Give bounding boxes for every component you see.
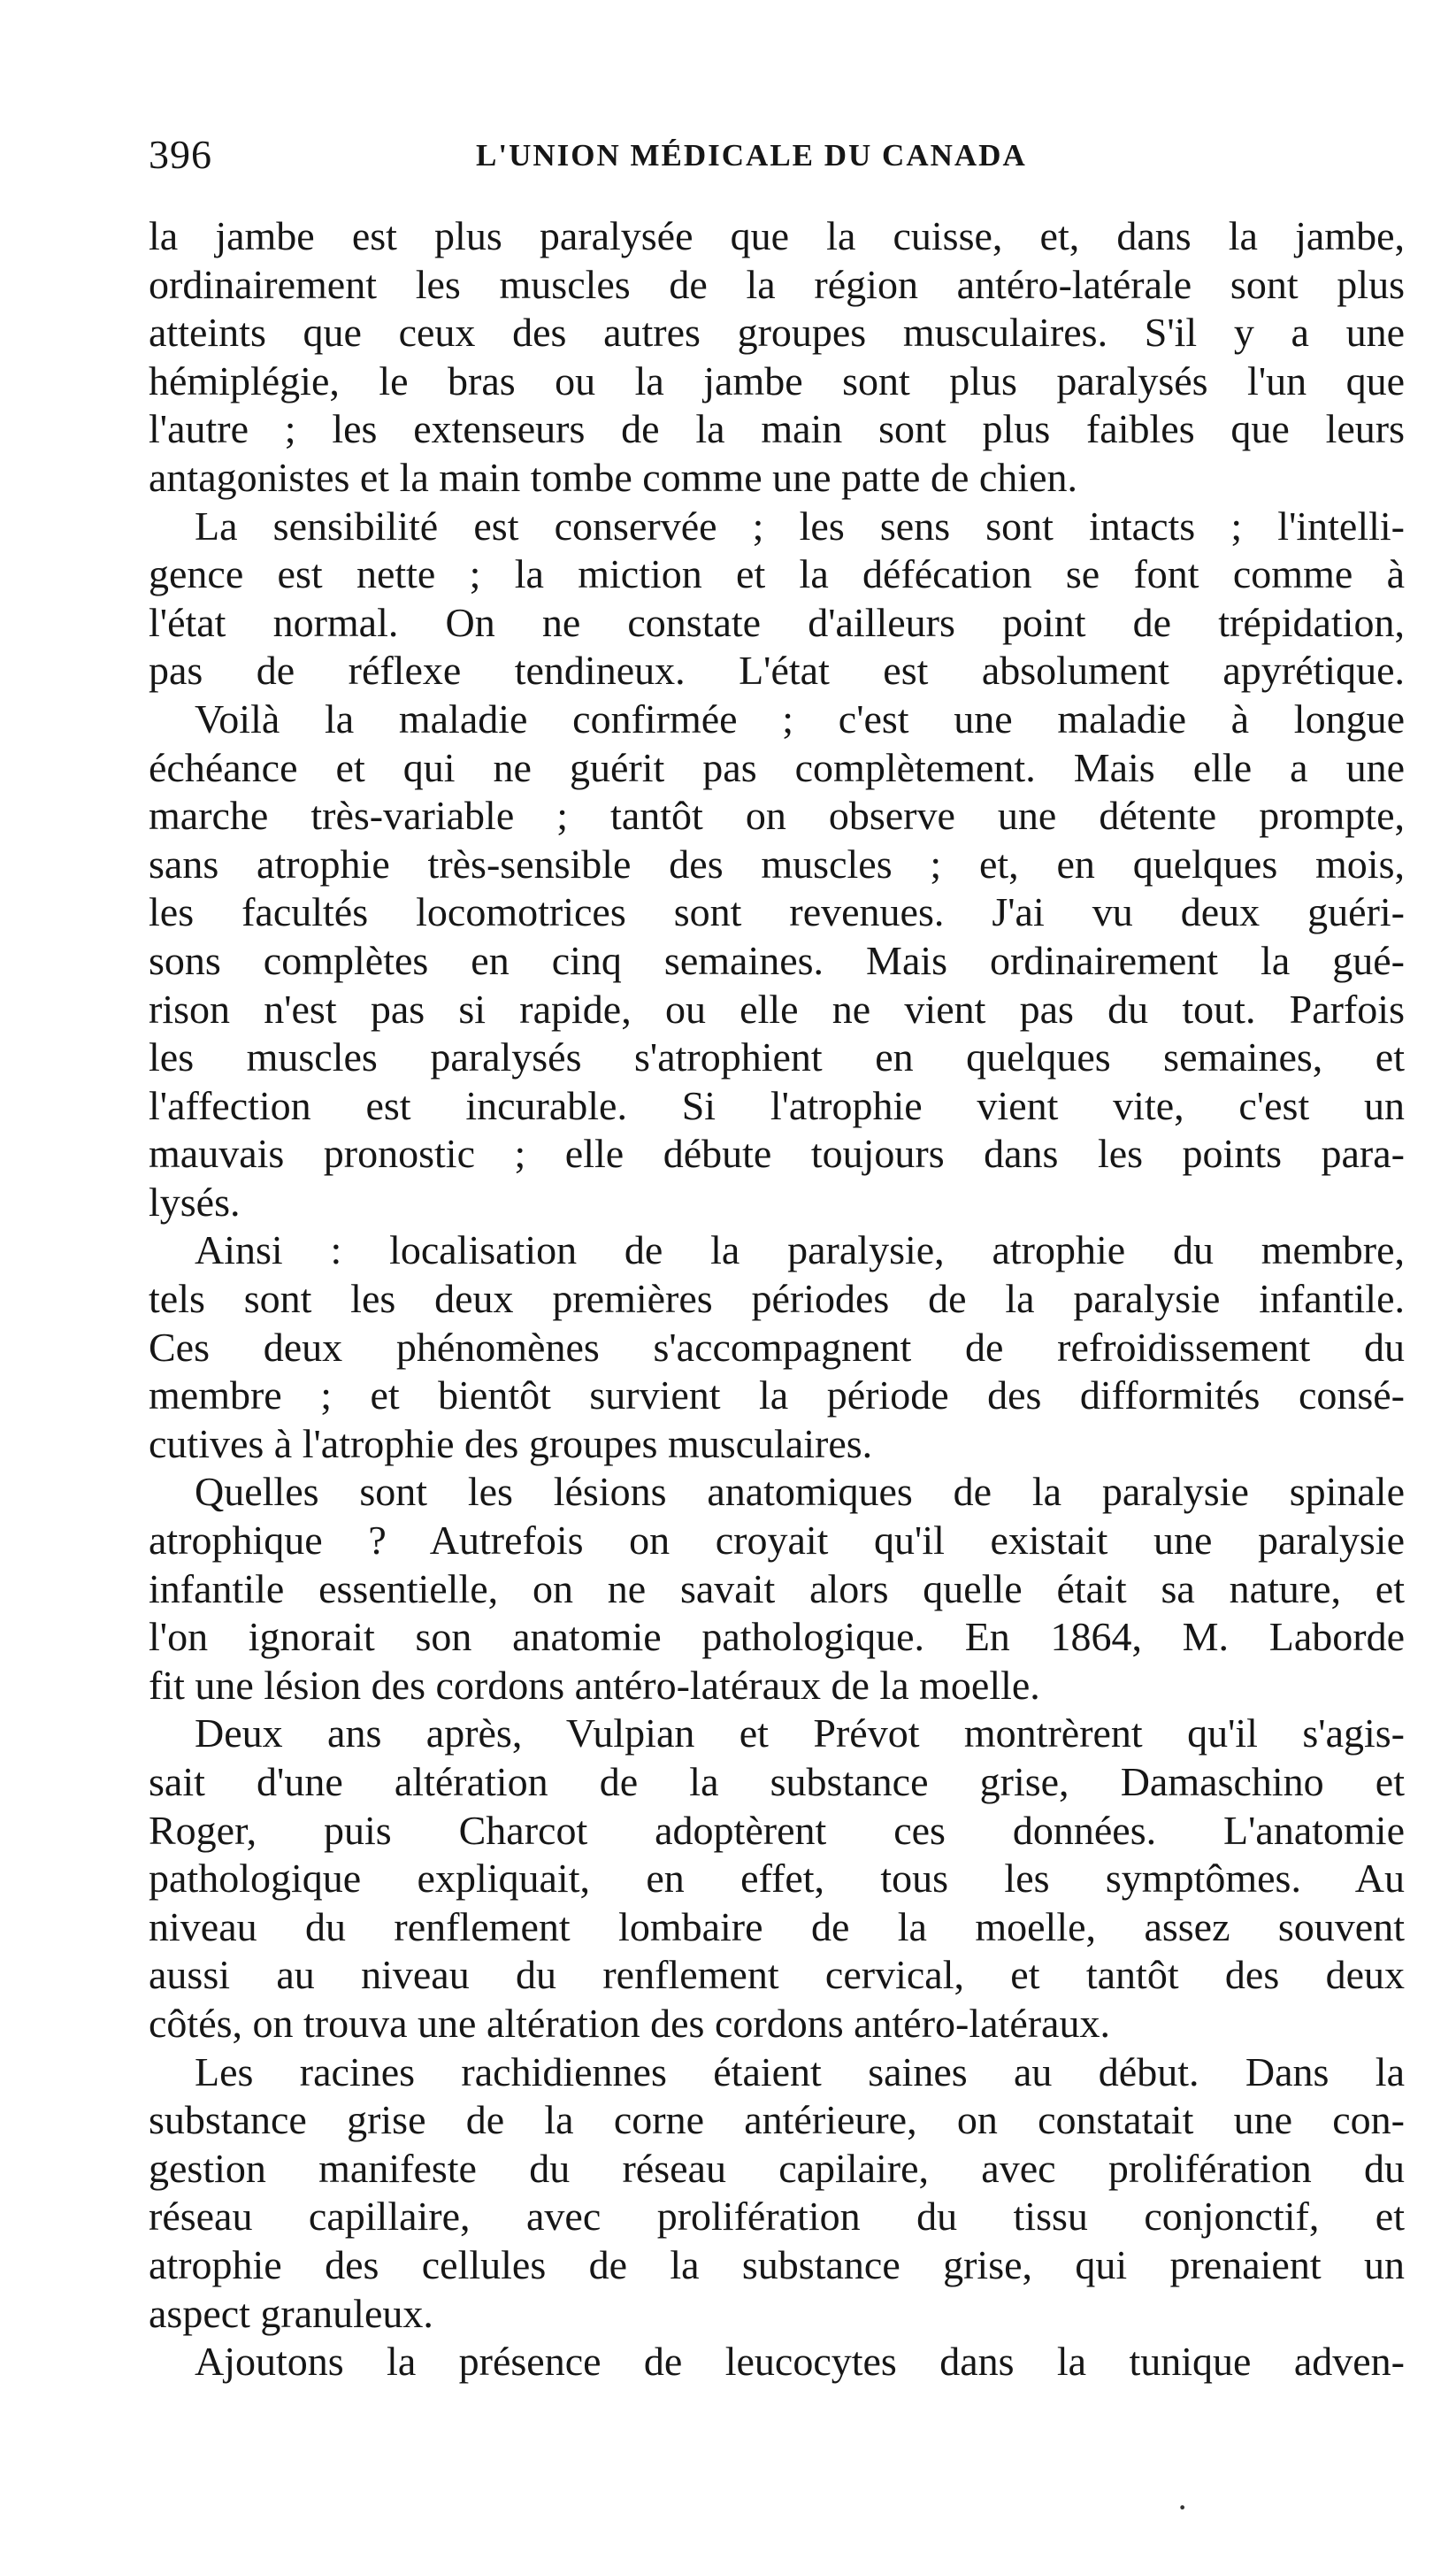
text-line: mauvais pronostic ; elle débute toujours dans les points para- [149, 1131, 1405, 1177]
text-line: pathologique expliquait, en effet, tous les symptômes. Au [149, 1856, 1405, 1902]
text-line: aspect granuleux. [149, 2290, 433, 2336]
text-line: marche très-variable ; tantôt on observe une détente prompte, [149, 793, 1405, 839]
text-line: aussi au niveau du renflement cervical, et tantôt des deux [149, 1952, 1405, 1998]
text-line: côtés, on trouva une altération des cordons antéro-latéraux. [149, 2000, 1110, 2046]
text-line: les facultés locomotrices sont revenues. J'ai vu deux guéri- [149, 889, 1405, 935]
text-line: Ces deux phénomènes s'accompagnent de refroidissement du [149, 1324, 1405, 1370]
text-line: Ajoutons la présence de leucocytes dans la tunique adven- [195, 2339, 1405, 2385]
text-line: gestion manifeste du réseau capilaire, avec prolifération du [149, 2145, 1405, 2191]
text-line: Quelles sont les lésions anatomiques de la paralysie spinale [195, 1469, 1405, 1515]
text-line: La sensibilité est conservée ; les sens sont intacts ; l'intelli- [195, 503, 1405, 549]
text-line: gence est nette ; la miction et la défécation se font comme à [149, 551, 1405, 597]
page-header [149, 131, 1405, 184]
running-title: L'UNION MÉDICALE DU CANADA [476, 138, 1027, 173]
text-line: rison n'est pas si rapide, ou elle ne vient pas du tout. Parfois [149, 986, 1405, 1032]
text-line: l'état normal. On ne constate d'ailleurs point de trépidation, [149, 599, 1405, 645]
text-line: atrophique ? Autrefois on croyait qu'il existait une paralysie [149, 1518, 1405, 1564]
text-line: niveau du renflement lombaire de la moelle, assez souvent [149, 1903, 1405, 1949]
text-line: sans atrophie très-sensible des muscles ; et, en quelques mois, [149, 841, 1405, 887]
body-text [149, 212, 1405, 2386]
text-line: lysés. [149, 1179, 241, 1225]
text-line: ordinairement les muscles de la région antéro-latérale sont plus [149, 261, 1405, 307]
page-number: 396 [149, 132, 212, 177]
text-line: Roger, puis Charcot adoptèrent ces données. L'anatomie [149, 1807, 1405, 1853]
text-line: fit une lésion des cordons antéro-latéraux de la moelle. [149, 1662, 1040, 1708]
text-line: Voilà la maladie confirmée ; c'est une maladie à longue [195, 695, 1405, 742]
text-line: échéance et qui ne guérit pas complètement. Mais elle a une [149, 744, 1405, 790]
text-line: atteints que ceux des autres groupes musculaires. S'il y a une [149, 310, 1405, 356]
text-line: membre ; et bientôt survient la période des difformités consé- [149, 1372, 1405, 1418]
text-line: l'affection est incurable. Si l'atrophie vient vite, c'est un [149, 1082, 1405, 1128]
text-line: substance grise de la corne antérieure, on constatait une con- [149, 2097, 1405, 2143]
text-line: infantile essentielle, on ne savait alors quelle était sa nature, et [149, 1565, 1405, 1611]
text-line: réseau capillaire, avec prolifération du tissu conjonctif, et [149, 2194, 1405, 2240]
text-line: hémiplégie, le bras ou la jambe sont plus paralysés l'un que [149, 357, 1405, 403]
text-line: atrophie des cellules de la substance grise, qui prenaient un [149, 2241, 1405, 2287]
document-page [149, 131, 1405, 2385]
text-line: cutives à l'atrophie des groupes musculaires. [149, 1420, 873, 1466]
text-line: pas de réflexe tendineux. L'état est absolument apyrétique. [149, 648, 1405, 694]
text-line: la jambe est plus paralysée que la cuisse, et, dans la jambe, [149, 213, 1405, 258]
text-line: Les racines rachidiennes étaient saines au début. Dans la [195, 2048, 1405, 2094]
text-line: sait d'une altération de la substance grise, Damaschino et [149, 1759, 1405, 1804]
text-line: antagonistes et la main tombe comme une patte de chien. [149, 454, 1077, 500]
text-line: Deux ans après, Vulpian et Prévot montrèrent qu'il s'agis- [195, 1710, 1405, 1756]
print-speck: · [1176, 2487, 1189, 2527]
text-line: l'on ignorait son anatomie pathologique. En 1864, M. Laborde [149, 1614, 1405, 1660]
text-line: tels sont les deux premières périodes de la paralysie infantile. [149, 1276, 1405, 1322]
text-line: l'autre ; les extenseurs de la main sont plus faibles que leurs [149, 406, 1405, 452]
text-line: les muscles paralysés s'atrophient en quelques semaines, et [149, 1034, 1405, 1080]
text-line: sons complètes en cinq semaines. Mais ordinairement la gué- [149, 937, 1405, 983]
text-line: Ainsi : localisation de la paralysie, atrophie du membre, [195, 1227, 1405, 1273]
